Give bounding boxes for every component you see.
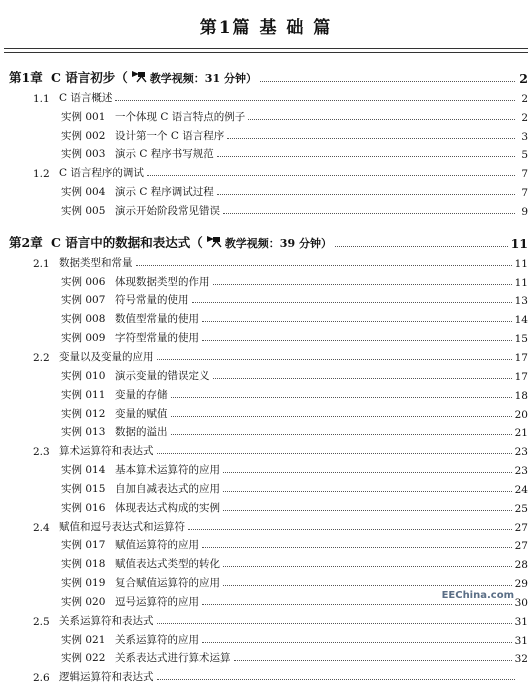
dot-leader <box>223 213 515 214</box>
section-title: 变量以及变量的应用 <box>59 350 154 363</box>
example-number: 实例 009 <box>61 332 106 345</box>
dot-leader <box>202 642 512 643</box>
top-rule <box>4 48 528 49</box>
page-number: 2 <box>521 111 528 124</box>
chapter-title: C 语言中的数据和表达式（ <box>51 234 203 250</box>
page-number: 27 <box>514 540 528 553</box>
example-number: 实例 004 <box>61 186 106 199</box>
page-number: 11 <box>510 235 528 251</box>
example-title: 体现数据类型的作用 <box>115 275 210 288</box>
example-number: 实例 018 <box>61 558 106 571</box>
section-row <box>0 345 532 364</box>
video-duration: 教学视频：31 分钟） <box>149 72 257 85</box>
video-duration: 教学视频：39 分钟） <box>224 236 332 250</box>
page-number: 9 <box>521 205 528 218</box>
dot-leader <box>157 679 516 680</box>
section-number: 2.1 <box>33 257 50 270</box>
dot-leader <box>227 138 515 139</box>
page-number: 13 <box>514 295 528 308</box>
example-row <box>0 180 532 199</box>
example-row <box>0 628 532 647</box>
example-title: 复合赋值运算符的应用 <box>115 577 220 590</box>
dot-leader <box>147 175 515 176</box>
example-row <box>0 105 532 124</box>
dot-leader <box>202 340 512 341</box>
dot-leader <box>248 119 515 120</box>
example-title: 变量的存储 <box>115 388 168 401</box>
section-number: 2.3 <box>33 446 50 459</box>
dot-leader <box>171 434 512 435</box>
example-row <box>0 124 532 143</box>
dot-leader <box>335 246 508 247</box>
dot-leader <box>223 566 512 567</box>
chapter-number: 第2章 <box>9 234 43 250</box>
example-number: 实例 022 <box>61 652 106 665</box>
dot-leader <box>213 378 512 379</box>
example-title: 赋值表达式类型的转化 <box>115 558 220 571</box>
example-number: 实例 007 <box>61 294 106 307</box>
section-row <box>0 251 532 270</box>
dot-leader <box>223 510 512 511</box>
page-number: 7 <box>521 187 528 200</box>
example-row <box>0 421 532 440</box>
example-number: 实例 021 <box>61 633 106 646</box>
page-number: 32 <box>514 653 528 666</box>
section-title: 算术运算符和表达式 <box>59 445 154 458</box>
page-number: 31 <box>514 634 528 647</box>
example-row <box>0 496 532 515</box>
example-title: 基本算术运算符的应用 <box>115 464 220 477</box>
dot-leader <box>115 100 515 101</box>
top-rule-thin <box>4 52 528 53</box>
example-number: 实例 014 <box>61 464 106 477</box>
example-row <box>0 143 532 162</box>
example-row <box>0 534 532 553</box>
section-number: 1.2 <box>33 168 50 181</box>
section-title: 赋值和逗号表达式和运算符 <box>59 520 185 533</box>
page-number: 25 <box>514 502 528 515</box>
example-number: 实例 003 <box>61 148 106 161</box>
page-number: 23 <box>514 446 528 459</box>
example-title: 变量的赋值 <box>115 407 168 420</box>
example-row <box>0 307 532 326</box>
example-number: 实例 006 <box>61 275 106 288</box>
section-title: 逻辑运算符和表达式 <box>59 671 154 684</box>
page-number: 15 <box>514 333 528 346</box>
dot-leader <box>260 81 515 82</box>
example-title: 数值型常量的使用 <box>115 313 199 326</box>
page-number: 2 <box>521 92 528 105</box>
section-number: 1.1 <box>33 92 50 105</box>
example-row <box>0 289 532 308</box>
section-number: 2.2 <box>33 351 50 364</box>
example-title: 赋值运算符的应用 <box>115 539 199 552</box>
section-row <box>0 86 532 105</box>
example-row <box>0 571 532 590</box>
section-title: 关系运算符和表达式 <box>59 614 154 627</box>
example-row <box>0 458 532 477</box>
page-number: 5 <box>521 149 528 162</box>
example-number: 实例 002 <box>61 129 106 142</box>
section-number: 2.4 <box>33 521 50 534</box>
dot-leader <box>171 397 512 398</box>
example-title: 字符型常量的使用 <box>115 332 199 345</box>
example-title: 关系运算符的应用 <box>115 633 199 646</box>
dot-leader <box>136 265 512 266</box>
page-number: 18 <box>514 389 528 402</box>
example-title: 关系表达式进行算术运算 <box>115 652 231 665</box>
watermark: EEChina.com <box>441 590 514 601</box>
section-row <box>0 515 532 534</box>
section-row <box>0 665 532 684</box>
dot-leader <box>202 547 512 548</box>
example-number: 实例 015 <box>61 482 106 495</box>
dot-leader <box>157 623 512 624</box>
example-title: 体现表达式构成的实例 <box>115 501 220 514</box>
page-number: 28 <box>514 559 528 572</box>
page-number: 17 <box>514 370 528 383</box>
example-row <box>0 199 532 218</box>
page-number: 7 <box>521 168 528 181</box>
page-number: 30 <box>514 596 528 609</box>
section-row <box>0 161 532 180</box>
example-title: 自加自减表达式的应用 <box>115 482 220 495</box>
section-number: 2.5 <box>33 615 50 628</box>
example-row <box>0 402 532 421</box>
example-title: 演示开始阶段常见错误 <box>115 204 220 217</box>
page-number: 24 <box>514 483 528 496</box>
chapter-title: C 语言初步（ <box>51 70 128 85</box>
dot-leader <box>217 194 515 195</box>
dot-leader <box>202 321 512 322</box>
chapter-row <box>0 62 532 86</box>
dot-leader <box>157 453 512 454</box>
example-row <box>0 647 532 666</box>
page-number: 23 <box>514 465 528 478</box>
section-row <box>0 609 532 628</box>
page-number: 11 <box>514 276 528 289</box>
example-row <box>0 270 532 289</box>
example-title: 数据的溢出 <box>115 426 168 439</box>
example-number: 实例 001 <box>61 110 106 123</box>
chapter-row <box>0 227 532 251</box>
dot-leader <box>171 416 512 417</box>
dot-leader <box>192 302 512 303</box>
section-number: 2.6 <box>33 672 50 684</box>
page-number: 3 <box>521 130 528 143</box>
example-number: 实例 020 <box>61 595 106 608</box>
example-row <box>0 326 532 345</box>
dot-leader <box>157 359 512 360</box>
example-number: 实例 008 <box>61 313 106 326</box>
example-row <box>0 552 532 571</box>
dot-leader <box>234 660 512 661</box>
example-number: 实例 011 <box>61 388 106 401</box>
page-number: 29 <box>514 578 528 591</box>
example-row <box>0 383 532 402</box>
page-number: 2 <box>519 71 528 86</box>
dot-leader <box>217 156 515 157</box>
page-number: 20 <box>514 408 528 421</box>
example-number: 实例 016 <box>61 501 106 514</box>
page-number: 21 <box>514 427 528 440</box>
example-title: 逗号运算符的应用 <box>115 595 199 608</box>
example-row <box>0 364 532 383</box>
dot-leader <box>213 284 512 285</box>
example-number: 实例 019 <box>61 577 106 590</box>
page-number: 27 <box>514 521 528 534</box>
example-number: 实例 005 <box>61 204 106 217</box>
part-title: 第1篇 基 础 篇 <box>199 18 333 38</box>
example-number: 实例 012 <box>61 407 106 420</box>
dot-leader <box>223 491 512 492</box>
dot-leader <box>202 604 512 605</box>
section-title: 数据类型和常量 <box>59 256 133 269</box>
dot-leader <box>223 585 512 586</box>
section-row <box>0 439 532 458</box>
example-title: 设计第一个 C 语言程序 <box>115 129 225 142</box>
page-number: 14 <box>514 314 528 327</box>
page-number: 11 <box>514 257 528 270</box>
chapter-number: 第1章 <box>9 70 43 85</box>
example-title: 演示变量的错误定义 <box>115 369 210 382</box>
example-number: 实例 017 <box>61 539 106 552</box>
section-title: C 语言程序的调试 <box>59 167 144 180</box>
example-title: 演示 C 程序调试过程 <box>115 186 214 199</box>
example-number: 实例 013 <box>61 426 106 439</box>
dot-leader <box>223 472 512 473</box>
example-row <box>0 477 532 496</box>
dot-leader <box>188 529 512 530</box>
example-title: 演示 C 程序书写规范 <box>115 148 214 161</box>
example-number: 实例 010 <box>61 369 106 382</box>
page-number: 31 <box>514 615 528 628</box>
video-camera-icon <box>130 69 148 86</box>
example-title: 一个体现 C 语言特点的例子 <box>115 110 246 123</box>
section-title: C 语言概述 <box>59 91 113 104</box>
example-title: 符号常量的使用 <box>115 294 189 307</box>
video-camera-icon <box>205 234 223 251</box>
page-number: 17 <box>514 351 528 364</box>
